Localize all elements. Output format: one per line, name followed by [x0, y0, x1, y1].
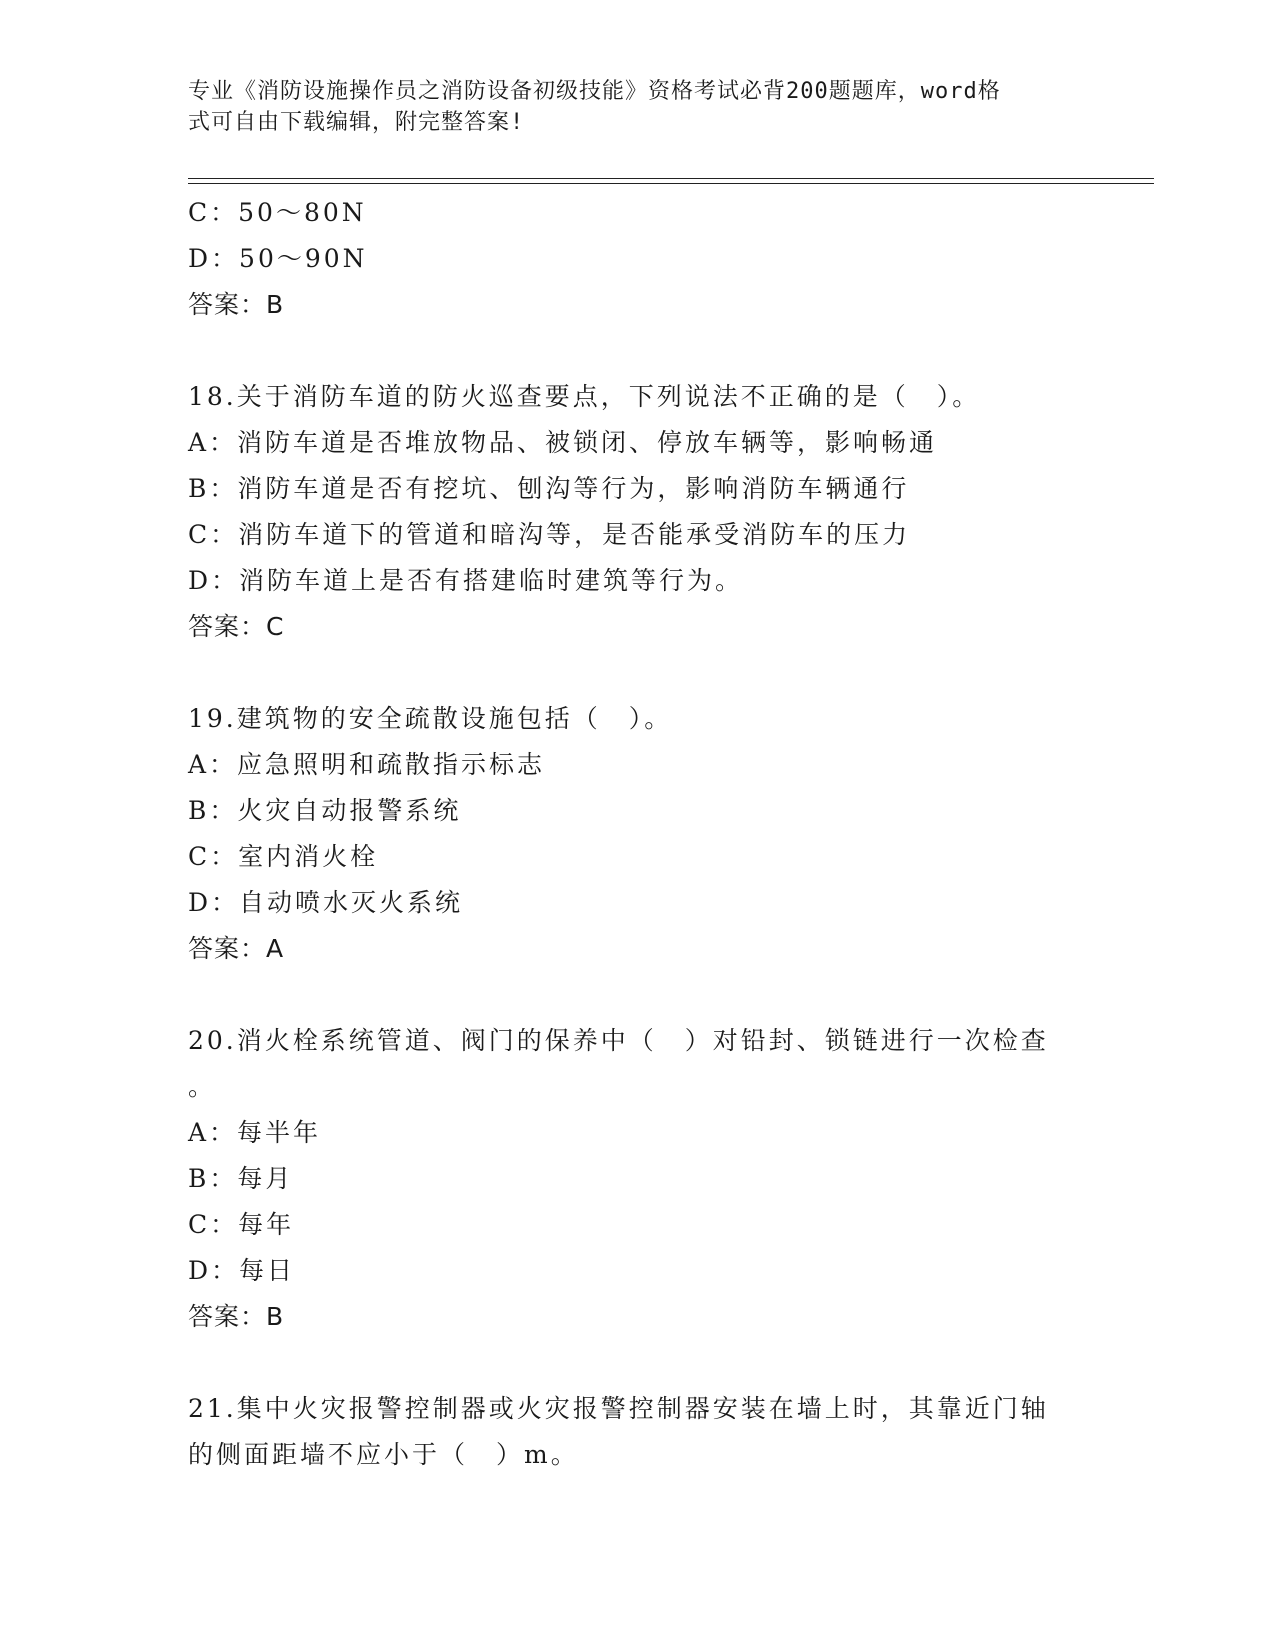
- q19-stem: 19.建筑物的安全疏散设施包括（ ）。: [188, 704, 673, 733]
- question-list: [188, 190, 1088, 1478]
- document-header: [188, 76, 1068, 138]
- header-line-2: 式可自由下载编辑，附完整答案!: [188, 110, 525, 135]
- q19-option-d: D：自动喷水灭火系统: [188, 888, 464, 917]
- q19-answer: 答案：A: [188, 934, 285, 963]
- q21-stem-line-2: 的侧面距墙不应小于（ ）m。: [188, 1440, 579, 1469]
- question-21: [188, 1386, 1088, 1478]
- q18-stem: 18.关于消防车道的防火巡查要点，下列说法不正确的是（ ）。: [188, 382, 981, 411]
- q20-option-a: A：每半年: [188, 1118, 322, 1147]
- question-19: [188, 696, 1088, 972]
- q20-stem-line-2: 。: [188, 1072, 217, 1101]
- question-20: [188, 1018, 1088, 1340]
- header-rule-top: [188, 178, 1154, 179]
- question-18: [188, 374, 1088, 650]
- spacer: [188, 1340, 1088, 1386]
- q18-answer: 答案：C: [188, 612, 285, 641]
- q20-stem-line-1: 20.消火栓系统管道、阀门的保养中（ ）对铅封、锁链进行一次检查: [188, 1026, 1049, 1055]
- q18-option-b: B：消防车道是否有挖坑、刨沟等行为，影响消防车辆通行: [188, 474, 910, 503]
- q19-option-a: A：应急照明和疏散指示标志: [188, 750, 546, 779]
- q19-option-c: C：室内消火栓: [188, 842, 379, 871]
- q18-option-c: C：消防车道下的管道和暗沟等，是否能承受消防车的压力: [188, 520, 911, 549]
- spacer: [188, 972, 1088, 1018]
- question-17-tail: [188, 190, 1088, 328]
- q18-option-a: A：消防车道是否堆放物品、被锁闭、停放车辆等，影响畅通: [188, 428, 938, 457]
- q17-answer: 答案：B: [188, 290, 285, 319]
- header-rule-bottom: [188, 183, 1154, 184]
- spacer: [188, 328, 1088, 374]
- q20-answer: 答案：B: [188, 1302, 285, 1331]
- q20-option-b: B：每月: [188, 1164, 294, 1193]
- spacer: [188, 650, 1088, 696]
- q18-option-d: D：消防车道上是否有搭建临时建筑等行为。: [188, 566, 744, 595]
- q20-option-c: C：每年: [188, 1210, 295, 1239]
- q17-option-c: C：50～80N: [188, 198, 367, 227]
- q19-option-b: B：火灾自动报警系统: [188, 796, 462, 825]
- q20-option-d: D：每日: [188, 1256, 296, 1285]
- header-line-1: 专业《消防设施操作员之消防设备初级技能》资格考试必背200题题库，word格: [188, 79, 1001, 104]
- q17-option-d: D：50～90N: [188, 244, 368, 273]
- q21-stem-line-1: 21.集中火灾报警控制器或火灾报警控制器安装在墙上时，其靠近门轴: [188, 1394, 1049, 1423]
